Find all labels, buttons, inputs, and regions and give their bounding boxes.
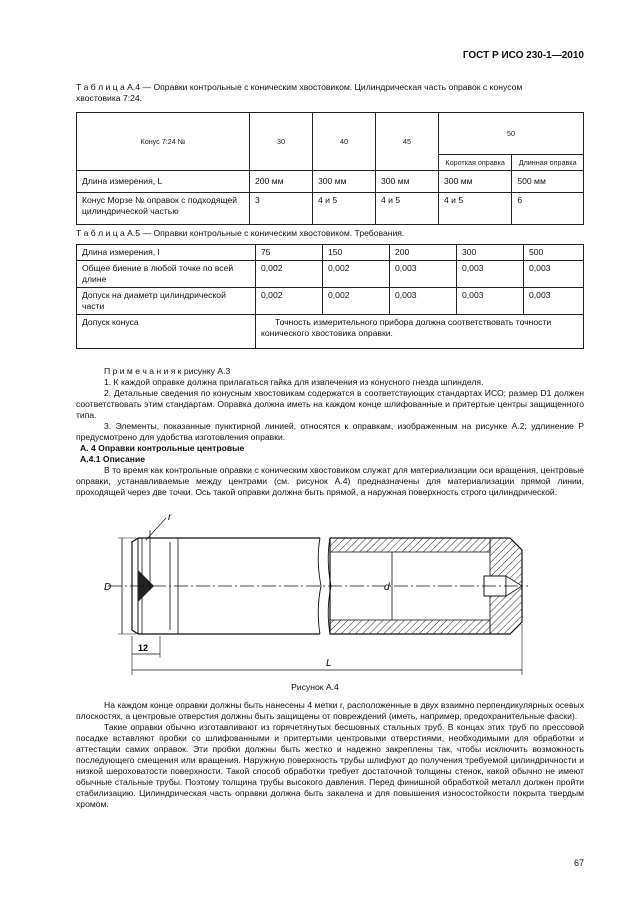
table-cell: 300 мм — [376, 171, 439, 193]
figure-a4-caption: Рисунок А.4 — [291, 682, 339, 692]
table-a4-caption-line2: хвостовика 7:24. — [76, 93, 143, 103]
figure-a4-drawing — [90, 510, 530, 680]
table-cell: 0,003 — [390, 261, 457, 288]
table-cell: 150 — [323, 245, 390, 261]
table-a5-caption: Т а б л и ц а А.5 — Оправки контрольные с коническим хвостовиком. Требования. — [76, 228, 405, 238]
table-cell: 0,003 — [390, 288, 457, 315]
table-a5-r3-label: Допуск на диаметр цилиндрической части — [77, 288, 256, 315]
table-cell: 300 мм — [313, 171, 376, 193]
table-cell: 500 — [524, 245, 584, 261]
table-a4-long: Длинная оправка — [512, 155, 584, 171]
table-cell: 300 мм — [439, 171, 512, 193]
table-a5-r4-label: Допуск конуса — [77, 315, 256, 349]
notes-block — [76, 366, 584, 498]
body-text — [76, 700, 584, 810]
table-cell: 0,002 — [323, 261, 390, 288]
table-cell: 500 мм — [512, 171, 584, 193]
table-a5 — [76, 244, 584, 349]
table-cell: 300 — [457, 245, 524, 261]
leader-r — [146, 518, 166, 540]
label-r: r — [168, 512, 172, 523]
table-cell: 4 и 5 — [313, 193, 376, 225]
table-a4-row2-label: Конус Морзе № оправок с подходящей цилиндрической частью — [77, 193, 250, 225]
table-cell: 0,002 — [256, 261, 323, 288]
table-a5-r1-label: Длина измерения, l — [77, 245, 256, 261]
table-a5-r2-label: Общее биение в любой точке по всей длине — [77, 261, 256, 288]
table-a4-cone-50: 50 — [439, 113, 584, 155]
table-a4-short: Короткая оправка — [439, 155, 512, 171]
table-a4-caption-line1: Т а б л и ц а А.4 — Оправки контрольные с коническим хвостовиком. Цилиндрическая часть оправок с конусом — [76, 82, 523, 92]
section-title: А. 4 Оправки контрольные центровые — [80, 443, 245, 453]
label-d: d — [384, 582, 390, 593]
subsection-title: А.4.1 Описание — [80, 454, 146, 464]
page-number: 67 — [573, 858, 584, 868]
table-a4-cone-40: 40 — [313, 113, 376, 171]
table-a4 — [76, 112, 584, 225]
table-a4-row1-label: Длина измерения, L — [77, 171, 250, 193]
table-cell: 4 и 5 — [439, 193, 512, 225]
label-12: 12 — [138, 643, 149, 653]
table-cell: 3 — [250, 193, 313, 225]
body-paragraph-2: На каждом конце оправки должны быть нанесены 4 метки r, расположенные в двух взаимно перпендикулярных осевых плоскостях, а центровые отверстия должны быть защищены от повреждений (иметь, например, предохранительные фаски). — [76, 700, 584, 721]
table-a4-cone-30: 30 — [250, 113, 313, 171]
table-a5-r4-text: Точность измерительного прибора должна соответствовать точности конического хвостовика оправки. — [256, 315, 584, 349]
table-cell: 0,003 — [524, 288, 584, 315]
table-cell: 0,003 — [524, 261, 584, 288]
label-D: D — [104, 582, 112, 593]
table-cell: 0,003 — [457, 261, 524, 288]
table-cell: 75 — [256, 245, 323, 261]
table-cell: 0,002 — [256, 288, 323, 315]
body-paragraph-3: Такие оправки обычно изготавливают из горячетянутых бесшовных стальных труб. В концах этих труб по прессовой посадке вставляют пробки со шлифованными и притертыми центровыми отверстиями, необходимыми для обработки и аттестации самих оправок. Эти пробки должны быть жестко и надежно закреплены так, чтобы исключить возможность последующего смещения или вращения. Наружную поверхность трубы шлифуют до получения требуемой цилиндричности и низкой шероховатости поверхности. Такой способ обработки требует достаточной толщины стенок, какой обычно не имеют обычные стальные трубы. Поэтому толщина трубы высокого давления. Перед финишной обработкой металл должен пройти стабилизацию. Цилиндрическая часть оправки должна быть закалена и для повышения износостойкости покрыта твердым хромом. — [76, 722, 584, 809]
document-header: ГОСТ Р ИСО 230-1—2010 — [462, 50, 584, 61]
table-a4-cone-45: 45 — [376, 113, 439, 171]
note-1: 1. К каждой оправке должна прилагаться гайка для извлечения из конусного гнезда шпинделя. — [104, 377, 484, 387]
table-a4-col-header: Конус 7:24 № — [77, 113, 250, 171]
table-a4-caption — [76, 82, 586, 104]
note-3: 3. Элементы, показанные пунктирной линией, относятся к оправкам, изображенным на рисунке А.2; удлинение P предусмотрено для удобства изготовления оправки. — [76, 421, 584, 442]
section-paragraph-1: В то время как контрольные оправки с коническим хвостовиком служат для материализации оси вращения, центровые оправки, устанавливаемые между центрами (см. рисунок А.4) предназначены для материализации прямой линии, проходящей через две точки. Ось такой оправки должна быть прямой, а наружная поверхность строго цилиндрической. — [76, 465, 584, 497]
label-L: L — [326, 658, 332, 669]
note-2: 2. Детальные сведения по конусным хвостовикам содержатся в соответствующих стандартах ИСО; размер D1 должен соответствовать этим стандартам. Оправка должна иметь на каждом конце шлифованные и притертые центры защищенного типа. — [76, 388, 584, 420]
table-cell: 6 — [512, 193, 584, 225]
table-cell: 0,003 — [457, 288, 524, 315]
table-cell: 200 — [390, 245, 457, 261]
mandrel-left-end — [132, 530, 321, 634]
table-cell: 4 и 5 — [376, 193, 439, 225]
notes-title: П р и м е ч а н и я к рисунку А.3 — [104, 366, 231, 376]
table-cell: 200 мм — [250, 171, 313, 193]
table-cell: 0,002 — [323, 288, 390, 315]
